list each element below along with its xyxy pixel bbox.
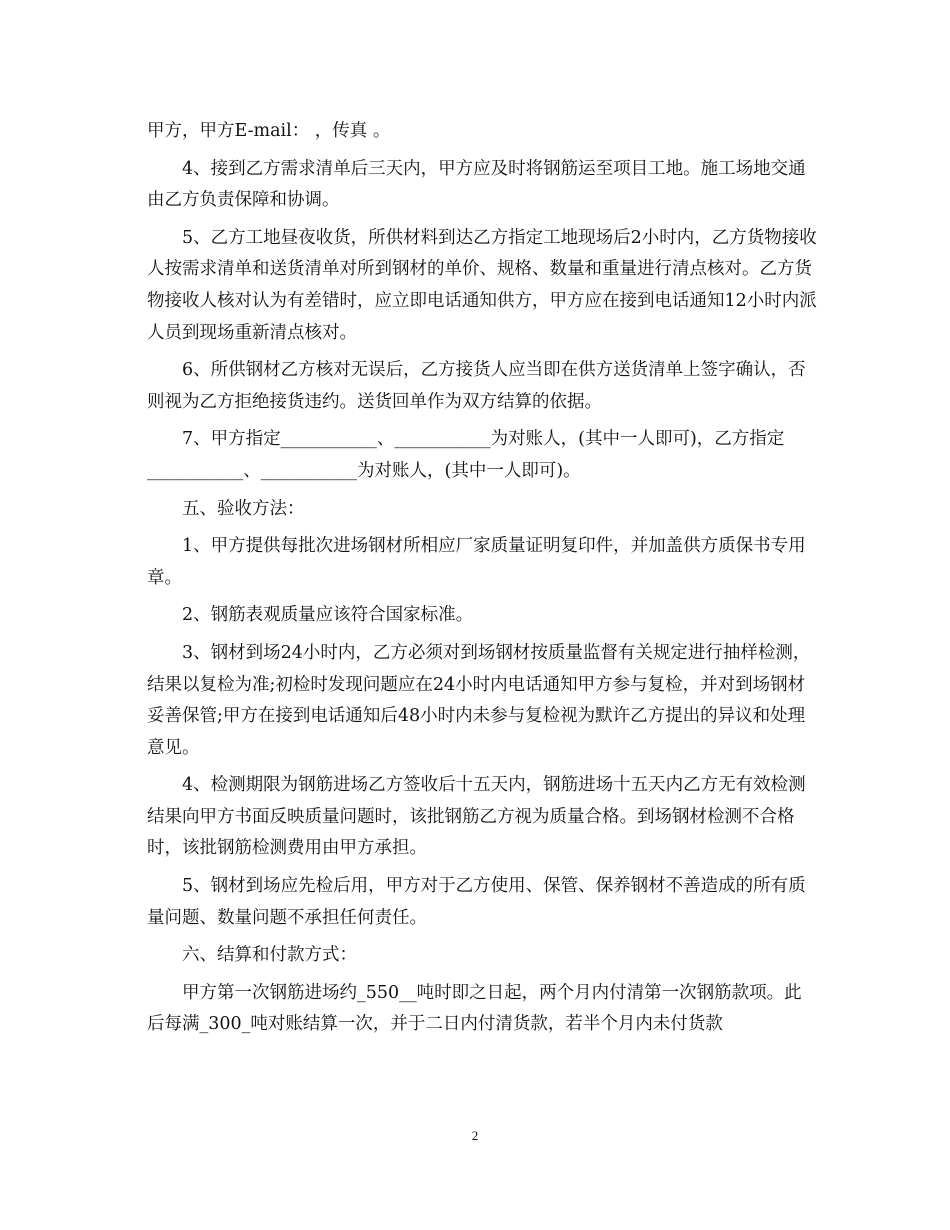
- paragraph-acceptance-5: 5、钢材到场应先检后用，甲方对于乙方使用、保管、保养钢材不善造成的所有质量问题、数量问题不承担任何责任。: [147, 876, 806, 928]
- paragraph-acceptance-1: 1、甲方提供每批次进场钢材所相应厂家质量证明复印件，并加盖供方质保书专用章。: [147, 536, 806, 588]
- section-heading-settlement: 六、结算和付款方式：: [182, 945, 357, 966]
- paragraph-party-a-contact: 甲方，甲方E-mail： ，传真 。: [147, 121, 391, 141]
- paragraph-clause-6-confirmation: 6、所供钢材乙方核对无误后，乙方接货人应当即在供方送货清单上签字确认，否则视为乙方拒绝接货违约。送货回单作为双方结算的依据。: [147, 360, 806, 412]
- paragraph-clause-5-receiving: 5、乙方工地昼夜收货，所供材料到达乙方指定工地现场后2小时内，乙方货物接收人按需求清单和送货清单对所到钢材的单价、规格、数量和重量进行清点核对。乙方货物接收人核对认为有差错时，应立即电话通知供方，甲方应在接到电话通知12小时内派人员到现场重新清点核对。: [147, 227, 817, 343]
- paragraph-clause-7-reconciliation: 7、甲方指定___________、___________为对账人，(其中一人即可)，乙方指定___________、___________为对账人，(其中一人即可)。: [147, 429, 785, 481]
- document-body: [147, 116, 817, 1047]
- paragraph-acceptance-2: 2、钢筋表观质量应该符合国家标准。: [182, 605, 474, 626]
- page-number: 2: [471, 1128, 479, 1143]
- paragraph-clause-4-delivery: 4、接到乙方需求清单后三天内，甲方应及时将钢筋运至项目工地。施工场地交通由乙方负责保障和协调。: [147, 158, 806, 211]
- paragraph-settlement-terms: 甲方第一次钢筋进场约_550__吨时即之日起，两个月内付清第一次钢筋款项。此后每满_300_吨对账结算一次，并于二日内付清货款，若半个月内未付货款: [147, 982, 802, 1035]
- paragraph-acceptance-3: 3、钢材到场24小时内，乙方必须对到场钢材按质量监督有关规定进行抽样检测，结果以复检为准;初检时发现问题应在24小时内电话通知甲方参与复检，并对到场钢材妥善保管;甲方在接到电话通知后48小时内未参与复检视为默许乙方提出的异议和处理意见。: [147, 642, 811, 758]
- paragraph-acceptance-4: 4、检测期限为钢筋进场乙方签收后十五天内，钢筋进场十五天内乙方无有效检测结果向甲方书面反映质量问题时，该批钢筋乙方视为质量合格。到场钢材检测不合格时，该批钢筋检测费用由甲方承担。: [147, 775, 806, 859]
- section-heading-acceptance: 五、验收方法：: [182, 498, 305, 519]
